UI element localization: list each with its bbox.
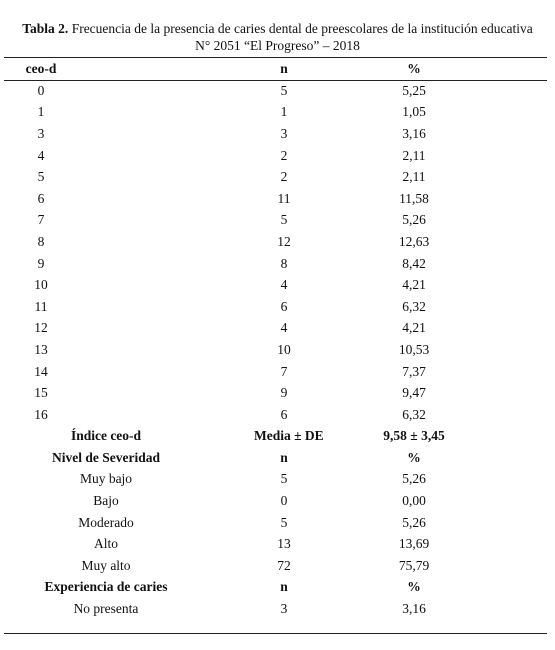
table-row [4, 166, 547, 188]
table-row [4, 231, 547, 253]
cell-first [4, 558, 254, 574]
cell-percent: 10,53 [398, 341, 430, 357]
cell-first-text: Índice ceo-d [70, 428, 142, 444]
cell-percent: 13,69 [398, 536, 430, 552]
cell-first-text: 1 [37, 104, 45, 120]
cell-first [4, 61, 254, 77]
table-row [4, 339, 547, 361]
data-table [4, 58, 547, 620]
cell-percent: % [407, 579, 421, 595]
cell-n: Media ± DE [254, 428, 324, 444]
table-row [4, 318, 547, 340]
cell-first-text: 11 [34, 298, 48, 314]
table-row [4, 210, 547, 232]
cell-percent: % [407, 449, 421, 465]
cell-n: 12 [277, 233, 291, 249]
cell-percent: 4,21 [402, 320, 426, 336]
cell-first-text: 14 [34, 363, 48, 379]
cell-percent: 3,16 [402, 601, 426, 617]
cell-n: 2 [280, 169, 288, 185]
cell-first-text: 15 [34, 385, 48, 401]
cell-first-text: 3 [37, 125, 45, 141]
cell-n: 9 [280, 385, 288, 401]
cell-first [4, 148, 254, 164]
cell-first-text: 13 [34, 341, 48, 357]
cell-n: 10 [277, 341, 291, 357]
cell-first [4, 450, 254, 466]
cell-n: 2 [280, 147, 288, 163]
experience-row [4, 598, 547, 620]
cell-first-text: 0 [37, 82, 45, 98]
severity-row [4, 555, 547, 577]
cell-first [4, 169, 254, 185]
table-header-row [4, 58, 547, 80]
cell-first-text: 9 [37, 255, 45, 271]
cell-n: 6 [280, 406, 288, 422]
cell-n: 5 [280, 212, 288, 228]
cell-n: 4 [280, 277, 288, 293]
cell-n: n [280, 61, 288, 76]
cell-first-text: Muy bajo [79, 471, 133, 487]
cell-first-text: 8 [37, 233, 45, 249]
cell-first [4, 191, 254, 207]
table-row [4, 404, 547, 426]
cell-percent: 1,05 [402, 104, 426, 120]
cell-n: 4 [280, 320, 288, 336]
cell-percent: 0,00 [402, 493, 426, 509]
cell-n: 0 [280, 493, 288, 509]
severity-row [4, 490, 547, 512]
experience-header-row [4, 577, 547, 599]
cell-first [4, 471, 254, 487]
cell-n: 72 [277, 557, 291, 573]
severity-row [4, 512, 547, 534]
cell-percent: 7,37 [402, 363, 426, 379]
caption-text: Frecuencia de la presencia de caries dental de preescolares de la institución educativa [71, 21, 533, 36]
cell-n: 3 [280, 125, 288, 141]
cell-percent: 5,25 [402, 82, 426, 98]
table-row [4, 102, 547, 124]
cell-percent: 9,58 ± 3,45 [383, 428, 445, 444]
cell-n: 7 [280, 363, 288, 379]
cell-percent: 12,63 [398, 233, 430, 249]
cell-n: 5 [280, 514, 288, 530]
cell-first [4, 515, 254, 531]
cell-n: n [280, 579, 288, 595]
cell-first-text: 7 [37, 212, 45, 228]
cell-first [4, 234, 254, 250]
table-row [4, 188, 547, 210]
cell-first-text: Bajo [93, 493, 119, 509]
cell-n: 11 [277, 190, 291, 206]
table-row [4, 296, 547, 318]
cell-first [4, 385, 254, 401]
cell-first-text: Alto [93, 536, 118, 552]
cell-percent: 6,32 [402, 406, 426, 422]
bottom-rule [4, 633, 547, 634]
cell-first [4, 256, 254, 272]
cell-n: 5 [280, 82, 288, 98]
cell-percent: 11,58 [399, 190, 429, 206]
cell-percent: 2,11 [402, 169, 426, 185]
cell-percent: % [407, 61, 421, 76]
cell-first-text: 6 [37, 190, 45, 206]
cell-percent: 9,47 [402, 385, 426, 401]
cell-first [4, 83, 254, 99]
cell-percent: 3,16 [402, 125, 426, 141]
severity-row [4, 469, 547, 491]
cell-first-text: Nivel de Severidad [52, 449, 160, 465]
cell-first-text: 4 [37, 147, 45, 163]
index-row [4, 426, 547, 448]
cell-first [4, 601, 254, 617]
cell-first-text: 12 [34, 320, 48, 336]
cell-percent: 6,32 [402, 298, 426, 314]
table-caption [0, 20, 555, 54]
cell-first [4, 342, 254, 358]
cell-first [4, 277, 254, 293]
cell-n: 13 [277, 536, 291, 552]
table-row [4, 80, 547, 102]
severity-header-row [4, 447, 547, 469]
cell-percent: 5,26 [402, 212, 426, 228]
caption-label: Tabla 2. [22, 21, 69, 36]
table-row [4, 123, 547, 145]
cell-n: 1 [280, 104, 288, 120]
cell-first [4, 493, 254, 509]
caption-line2: N° 2051 “El Progreso” – 2018 [195, 38, 360, 53]
cell-percent: 2,11 [402, 147, 426, 163]
cell-first [4, 299, 254, 315]
cell-n: 3 [280, 601, 288, 617]
cell-n: 8 [280, 255, 288, 271]
cell-first-text: 5 [37, 169, 45, 185]
table-row [4, 382, 547, 404]
cell-first-text: Moderado [78, 514, 134, 530]
cell-first-text: Experiencia de caries [44, 579, 168, 595]
table-row [4, 361, 547, 383]
cell-first [4, 428, 254, 444]
cell-first-text: No presenta [73, 601, 139, 617]
cell-n: 6 [280, 298, 288, 314]
cell-percent: 5,26 [402, 471, 426, 487]
table-row [4, 253, 547, 275]
cell-first [4, 126, 254, 142]
cell-n: 5 [280, 471, 288, 487]
cell-n: n [280, 449, 288, 465]
cell-first [4, 364, 254, 380]
cell-first [4, 212, 254, 228]
table-row [4, 274, 547, 296]
cell-first [4, 104, 254, 120]
cell-percent: 75,79 [398, 557, 430, 573]
cell-percent: 4,21 [402, 277, 426, 293]
severity-row [4, 533, 547, 555]
cell-first [4, 579, 254, 595]
cell-first [4, 536, 254, 552]
cell-first-text: Muy alto [81, 557, 131, 573]
cell-first [4, 320, 254, 336]
table-row [4, 145, 547, 167]
cell-percent: 8,42 [402, 255, 426, 271]
cell-first-text: 10 [34, 277, 48, 293]
cell-percent: 5,26 [402, 514, 426, 530]
cell-first [4, 407, 254, 423]
cell-first-text: 16 [34, 406, 48, 422]
cell-first-text: ceo-d [25, 61, 57, 76]
